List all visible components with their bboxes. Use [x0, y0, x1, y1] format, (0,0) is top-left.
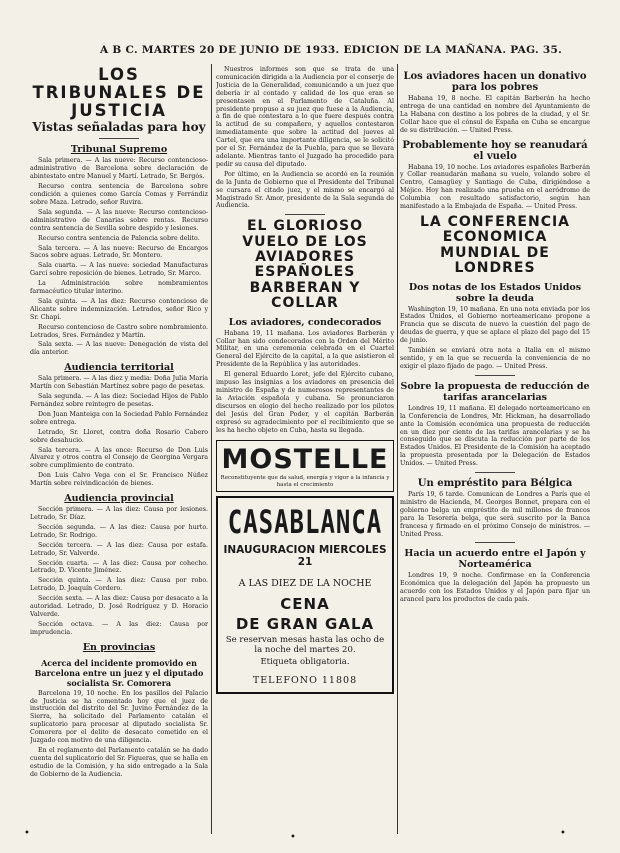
advertisement-casablanca	[216, 496, 394, 694]
paragraph: Sala segunda. — A las nueve: Recurso contencioso-administrativo de Canarias sobre rentas. Recurso contra sentencia de Sevilla sobre despido y lesiones.	[30, 208, 208, 232]
paragraph: Sala cuarta. — A las nueve: sociedad Manufacturas Garcí sobre reposición de bienes. Letrado, Sr. Marco.	[30, 262, 208, 278]
paragraph: Washington 19, 10 mañana. En una nota enviada por los Estados Unidos, el Gobierno norteamericano propone a Francia que se discuta de nuevo la cuestión del pago de deudas de guerra, y que se aplace el plazo del pago del 15 de junio.	[400, 305, 590, 345]
article-body	[30, 157, 208, 357]
paragraph: Habana 19, 11 mañana. Los aviadores Barberán y Collar han sido condecorados con la Orden del Mérito Militar, en una ceremonia celebrada en el Cuartel General del Ejército de la capital, a la que asistieron el Presidente de la República y las autoridades.	[216, 329, 394, 369]
ad-telephone: TELEFONO 11808	[252, 675, 358, 687]
paragraph: La Administración sobre nombramientos farmacéutico titular interino.	[30, 280, 208, 296]
paragraph: Don Luis Calvo Vega con el Sr. Francisco Núñez Martín sobre reivindicación de bienes.	[30, 472, 208, 488]
paragraph: Sala tercera. — A las nueve: Recurso de Encargos Sacos sobre aguas. Letrado, Sr. Montero.	[30, 244, 208, 260]
paragraph: Sala sexta. — A las nueve: Denegación de vista del día anterior.	[30, 341, 208, 357]
article-body	[30, 506, 208, 637]
column-rule	[211, 64, 212, 834]
paragraph: Sala primera. — A las nueve: Recurso contencioso-administrativo de Barcelona sobre declaración de abintestato entre Manuel y Martí. Letrado, Sr. Bergós.	[30, 157, 208, 181]
article-body	[30, 375, 208, 488]
divider	[475, 542, 515, 543]
paragraph: Sección octava. — A las diez: Causa por imprudencia.	[30, 620, 208, 636]
page-mark: •	[290, 832, 296, 843]
paragraph: Sala primera. — A las diez y media: Doña Julia María Martín con Sebastián Martínez sobre pago de pesetas.	[30, 375, 208, 391]
paragraph: Sección quinta. — A las diez: Causa por robo. Letrado, D. Joaquín Cordero.	[30, 577, 208, 593]
article-headline: Probablemente hoy se reanudará el vuelo	[402, 139, 588, 162]
paragraph: Londres 19, 9 noche. Confirmase en la Conferencia Económica que la delegación del Japón ha propuesto un acuerdo con los Estados Unidos y el Japón para fijar un arancel para los productos de cada país.	[400, 572, 590, 604]
subsection-heading: Audiencia provincial	[64, 493, 174, 505]
ad-gala: DE GRAN GALA	[235, 615, 375, 634]
column-right	[400, 66, 590, 606]
subsection-heading: Tribunal Supremo	[70, 144, 168, 156]
column-left	[30, 66, 208, 781]
ad-tagline: Reconstituyente que da salud, energía y vigor a la infancia y hasta el crecimiento	[220, 475, 390, 488]
article-subheading: Dos notas de los Estados Unidos sobre la deuda	[408, 281, 582, 304]
article-body	[216, 66, 394, 210]
article-headline: Los aviadores hacen un donativo para los pobres	[403, 71, 587, 93]
ad-time: A LAS DIEZ DE LA NOCHE	[238, 578, 372, 590]
divider	[475, 375, 515, 376]
divider	[99, 138, 139, 139]
paragraph: En el reglamento del Parlamento catalán se ha dado cuenta del suplicatorio del Sr. Figueras, que se halla en estudio de la Comisión, y ha sido entregado a la Sala de Gobierno de la Audiencia.	[30, 747, 208, 778]
subsection-heading: En provincias	[82, 641, 156, 653]
column-rule	[397, 64, 398, 834]
paragraph: Sala tercera. — A las once: Recurso de Don Luis Álvarez y otros contra el Consejo de Georgina Vergara sobre cumplimiento de contrato.	[30, 446, 208, 470]
paragraph: Habana 19, 8 noche. El capitán Barberán ha hecho entrega de una cantidad en nombre del Ayuntamiento de La Habana con destino a los pobres de la ciudad, y el Sr. Collar hace que el cónsul de España en Cuba se encargue de su distribución. — United Press.	[400, 95, 590, 134]
article-headline: Acerca del incidente promovido en Barcelona entre un juez y el diputado socialista Sr. Comorera	[34, 657, 204, 688]
ad-inauguration: INAUGURACION MIERCOLES 21	[223, 544, 387, 569]
paragraph: Recurso contra sentencia de Palencia sobre delito.	[38, 234, 200, 242]
article-headline: LA CONFERENCIA ECONOMICA MUNDIAL DE LONDRES	[419, 213, 571, 277]
paragraph: Recurso contra sentencia de Barcelona sobre condición a quienes como García Comas y Ferrándiz sobre Maza. Letrado, señor Ruvira.	[30, 183, 208, 206]
paragraph: Letrado, Sr. Lloret, contra doña Rosario Cabero sobre desahucio.	[30, 428, 208, 444]
paragraph: Por último, en la Audiencia se acordó en la reunión de la Junta de Gobierno que el Presidente del Tribunal se cursara el citado juez, y el mismo se encargó al Magistrado Sr. Amor, presidente de la Sala segunda de Audiencia.	[216, 170, 394, 210]
paragraph: Sección cuarta. — A las diez: Causa por cohecho. Letrado, D. Vicente Jiménez.	[30, 559, 208, 575]
article-body	[216, 330, 394, 435]
page-mark: •	[24, 828, 30, 839]
article-subheading: Los aviadores, condecorados	[228, 316, 382, 328]
paragraph: Habana 19, 10 noche. Los aviadores españoles Barberán y Collar reanudarán mañana su vuelo, volando sobre el Centro, Camagüey y Santiago de Cuba, dirigiéndose a Méjico. Hoy han realizado una prueba en el aeródromo de Columbia con resultado satisfactorio, según han manifestado a la Embajada de España. — United Press.	[400, 163, 590, 211]
article-headline: Un empréstito para Bélgica	[417, 478, 573, 490]
ad-brand: MOSTELLE	[221, 444, 389, 476]
paragraph: El general Eduardo Loret, jefe del Ejército cubano, impuso las insignias a los aviadores en presencia del ministro de España y de numerosos representantes de la Aviación española y cubana. Se pronunciaron discursos en elogio del hecho realizado por los pilotos del Jesús del Gran Poder, y el capitán Barberán expresó su agradecimiento por el recibimiento que se les ha hecho objeto en Cuba, hasta su llegada.	[216, 371, 394, 434]
ad-etiqueta: Etiqueta obligatoria.	[260, 657, 350, 668]
article-headline: Hacia un acuerdo entre el Japón y Norteamérica	[404, 548, 586, 571]
paragraph: Sección segunda. — A las diez: Causa por hurto. Letrado, Sr. Rodrigo.	[30, 523, 208, 539]
divider	[285, 214, 325, 215]
paragraph: Sección tercera. — A las diez: Causa por estafa. Letrado, Sr. Valverde.	[30, 541, 208, 557]
paragraph: Nuestros informes son que se trata de una comunicación dirigida a la Audiencia por el conserje de Justicia de la Generalidad, comunicando a un juez que debería ir al contado y calidad de los que eran se presentasen en el Parlamento de Cataluña. Al presidente propuso a su juez que fuese a la Audiencia, a fin de que contestara a lo que fuere después contra la actitud de su compañero, y aquellos contestaron inmediatamente que sobre la actitud del jueves al Cartel, que era una importante diligencia, se le solicitó por el Sr. Fernández de la Puebla, para que se llevara adelante. Mientras tanto el Juzgado ha procedido para pedir su causa del diputado.	[216, 66, 394, 168]
ad-cena: CENA	[280, 595, 330, 614]
paragraph: París 19, 6 tarde. Comunican de Londres a París que el ministro de Hacienda, M. Georges Bonnet, prepara con el gobierno belga un empréstito de mil millones de francos para la Tesorería belga, que será suscrito por la Banca francesa y firmado en el próximo Consejo de ministros. — United Press.	[400, 491, 590, 538]
page-mark: •	[560, 828, 566, 839]
paragraph: Londres 19, 11 mañana. El delegado norteamericano en la Conferencia de Londres, Mr. Hickman, ha desarrollado ante la Comisión económica una propuesta de reducción en un diez por ciento de las tarifas arancelarias y se ha conseguido que se discuta la reducción por parte de los Estados Unidos. El Presidente de la Comisión ha aceptado la propuesta presentada por la Delegación de Estados Unidos. — United Press.	[400, 404, 590, 468]
paragraph: Sección primera. — A las diez: Causa por lesiones. Letrado, Sr. Díaz.	[30, 506, 208, 521]
column-middle	[216, 66, 394, 694]
paragraph: Sección sexta. — A las diez: Causa por desacato a la autoridad. Letrado, D. José Rodríguez y D. Horacio Valverde.	[30, 595, 208, 618]
paragraph: Don Juan Manteiga con la Sociedad Pablo Fernández sobre entrega.	[30, 410, 208, 426]
advertisement-mostelle	[216, 440, 394, 492]
paragraph: Sala segunda. — A las diez: Sociedad Hijos de Pablo Fernández sobre reintegro de pesetas.	[30, 393, 208, 408]
subsection-heading: Audiencia territorial	[64, 362, 174, 374]
article-body	[30, 690, 208, 779]
divider	[475, 472, 515, 473]
paragraph: Recurso contencioso de Castro sobre nombramiento. Letrados, Sres. Fernández y Martín.	[30, 323, 208, 339]
page-header: A B C. MARTES 20 DE JUNIO DE 1933. EDICION DE LA MAÑANA. PAG. 35.	[100, 44, 563, 56]
ad-reserve: Se reservan mesas hasta las ocho de la noche del martes 20.	[225, 635, 385, 656]
article-headline: EL GLORIOSO VUELO DE LOS AVIADORES ESPAÑOLES BARBERAN Y COLLAR	[242, 218, 368, 312]
ad-brand: CASABLANCA	[227, 503, 383, 542]
paragraph: También se enviará otra nota a Italia en el mismo sentido, y en la que se recuerda la conveniencia de no exigir el plazo fijado de pago. — United Press.	[400, 347, 590, 370]
article-headline: Sobre la propuesta de reducción de tarifas arancelarias	[400, 380, 590, 403]
section-title: LOS TRIBUNALES DE JUSTICIA	[32, 66, 206, 120]
paragraph: Sala quinta. — A las diez: Recurso contencioso de Alicante sobre indemnización. Letrados, señor Rico y Sr. Chapí.	[30, 297, 208, 321]
paragraph: Barcelona 19, 10 noche. En los pasillos del Palacio de Justicia se ha comentado hoy que el juez de instrucción del distrito del Sr. Juvino Fernández de la Sierra, ha solicitado del Parlamento catalán el suplicatorio para procesar al diputado socialista Sr. Comorera por el delito de desacato cometido en el Juzgado con motivo de una diligencia.	[30, 689, 208, 745]
section-subtitle: Vistas señaladas para hoy	[32, 120, 206, 135]
